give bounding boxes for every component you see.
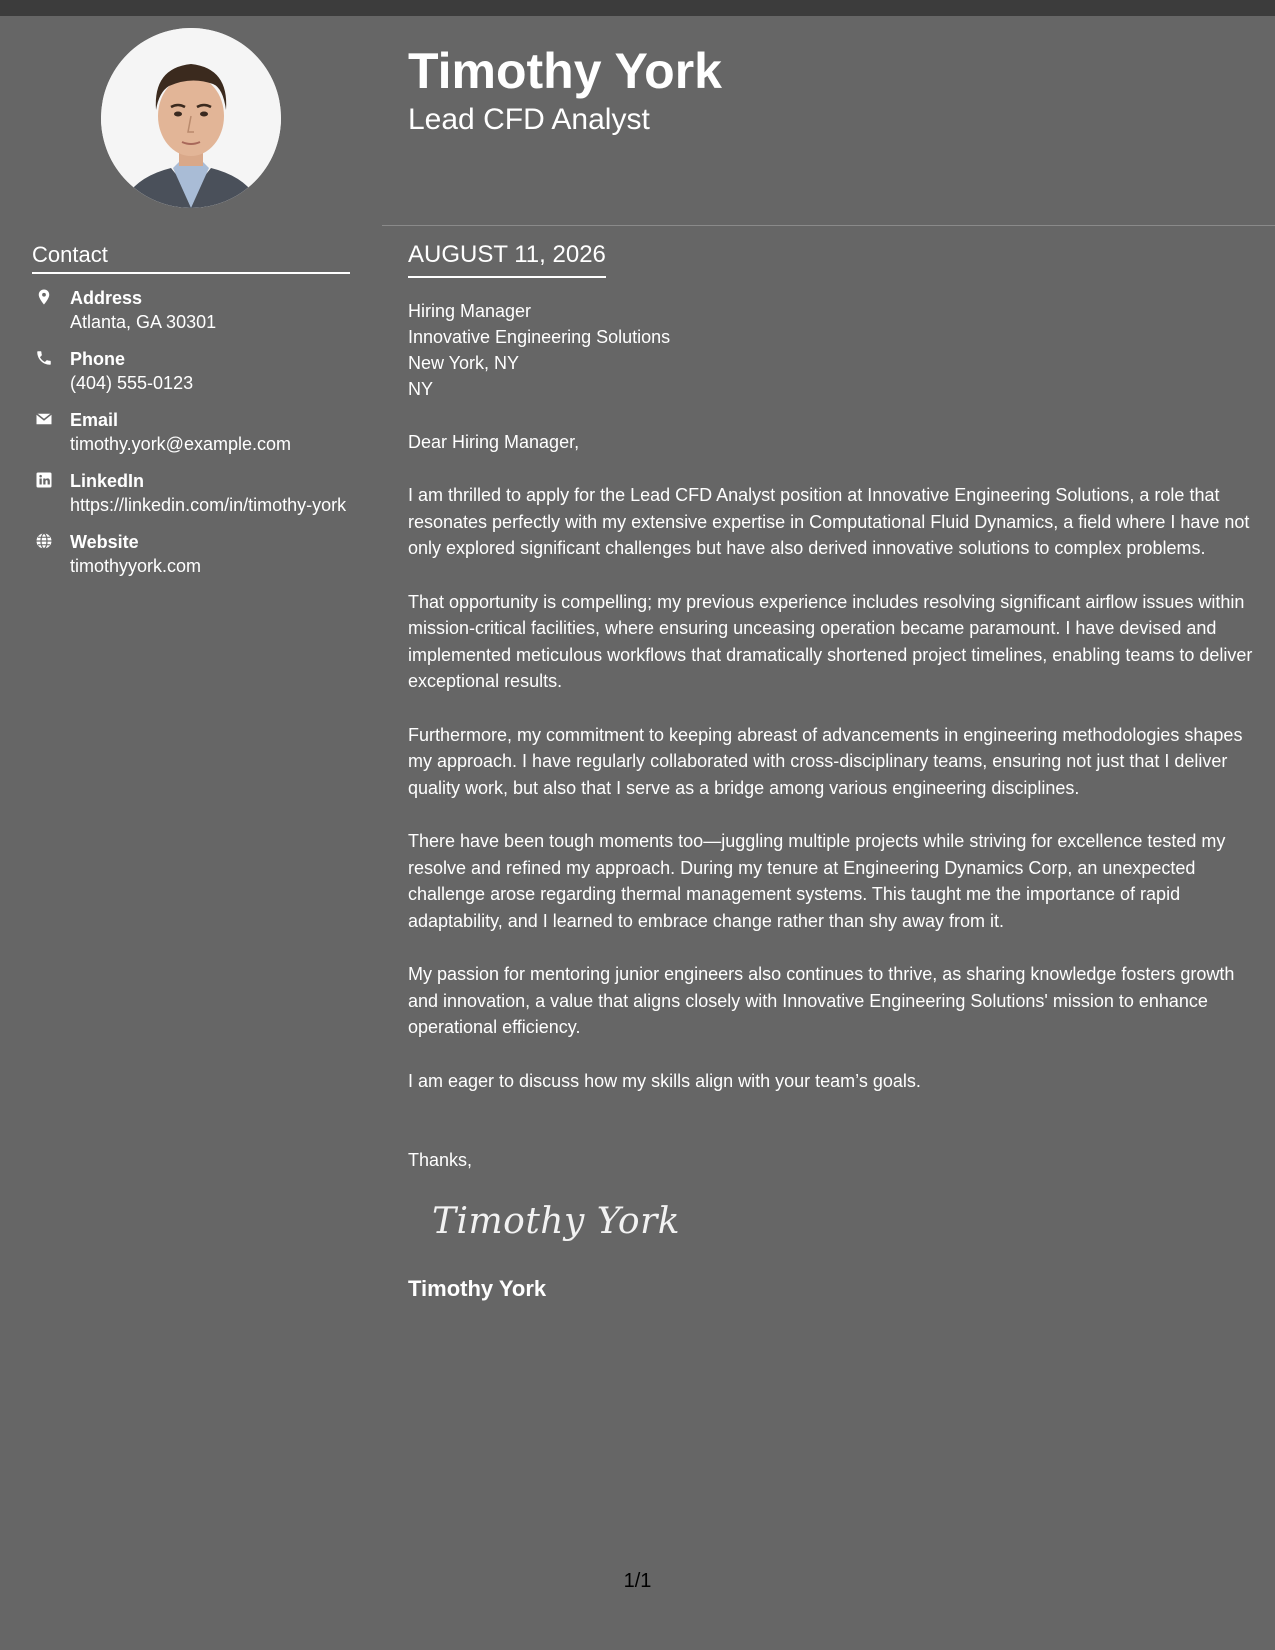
- body-paragraph: I am thrilled to apply for the Lead CFD Analyst position at Innovative Engineering Solutions, a role that resonates perfectly with my extensive expertise in Computational Fluid Dynamics, a field where I have not only explored significant challenges but have also derived innovative solutions to complex problems.: [408, 485, 1250, 558]
- address-value: Atlanta, GA 30301: [70, 312, 217, 332]
- body-paragraph: That opportunity is compelling; my previous experience includes resolving significant airflow issues within mission-critical facilities, where ensuring unceasing operation became paramount. I have devised and implemented meticulous workflows that dramatically shortened project timelines, enabling teams to deliver exceptional results.: [408, 591, 1253, 691]
- website-label: Website: [70, 532, 139, 552]
- handwritten-signature: Timothy York: [432, 1201, 681, 1242]
- email-value[interactable]: timothy.york@example.com: [70, 434, 292, 454]
- phone-value[interactable]: (404) 555-0123: [70, 373, 194, 393]
- linkedin-value[interactable]: https://linkedin.com/in/timothy-york: [70, 495, 347, 515]
- body-paragraph: I am eager to discuss how my skills align with your team’s goals.: [408, 1070, 921, 1091]
- contact-item-linkedin: [32, 469, 352, 517]
- recipient-line: New York, NY: [408, 353, 520, 373]
- letter-body: [408, 240, 1253, 1303]
- contact-item-website: [32, 530, 352, 578]
- phone-label: Phone: [70, 349, 126, 369]
- contact-heading: Contact: [32, 242, 350, 274]
- recipient-line: NY: [408, 379, 434, 399]
- body-paragraph: My passion for mentoring junior engineers also continues to thrive, as sharing knowledge fosters growth and innovation, a value that aligns closely with Innovative Engineering Solutions' mission to enhance operational efficiency.: [408, 964, 1235, 1037]
- letter-header: [382, 16, 1275, 226]
- sidebar: [0, 16, 382, 1650]
- recipient-block: [408, 298, 1253, 402]
- signer-name: Timothy York: [408, 1276, 547, 1301]
- body-paragraph: There have been tough moments too—juggling multiple projects while striving for excellence tested my resolve and refined my approach. During my tenure at Engineering Dynamics Corp, an unexpected challenge arose regarding thermal management systems. This taught me the importance of rapid adaptability, and I learned to embrace change rather than shy away from it.: [408, 831, 1226, 931]
- linkedin-label: LinkedIn: [70, 471, 145, 491]
- globe-icon: [35, 532, 53, 550]
- body-paragraph: Furthermore, my commitment to keeping abreast of advancements in engineering methodologies shapes my approach. I have regularly collaborated with cross-disciplinary teams, ensuring not just that I deliver quality work, but also that I serve as a bridge among various engineering disciplines.: [408, 724, 1243, 798]
- salutation: Dear Hiring Manager,: [408, 432, 580, 452]
- envelope-icon: [35, 410, 53, 428]
- profile-photo: [101, 28, 281, 208]
- profile-photo-image: [101, 28, 281, 208]
- contact-list: [32, 286, 352, 591]
- top-bar: [0, 0, 1275, 16]
- applicant-name: Timothy York: [408, 43, 722, 99]
- contact-item-phone: [32, 347, 352, 395]
- website-value[interactable]: timothyyork.com: [70, 556, 202, 576]
- phone-icon: [35, 349, 53, 367]
- linkedin-icon: [35, 471, 53, 489]
- page-number: 1/1: [623, 1570, 652, 1592]
- applicant-role: Lead CFD Analyst: [408, 103, 650, 136]
- closing: Thanks,: [408, 1150, 473, 1170]
- contact-item-email: [32, 408, 352, 456]
- recipient-line: Hiring Manager: [408, 301, 532, 321]
- email-label: Email: [70, 410, 119, 430]
- contact-item-address: [32, 286, 352, 334]
- letter-date: AUGUST 11, 2026: [408, 240, 606, 278]
- address-label: Address: [70, 288, 143, 308]
- location-pin-icon: [35, 288, 53, 306]
- recipient-line: Innovative Engineering Solutions: [408, 327, 671, 347]
